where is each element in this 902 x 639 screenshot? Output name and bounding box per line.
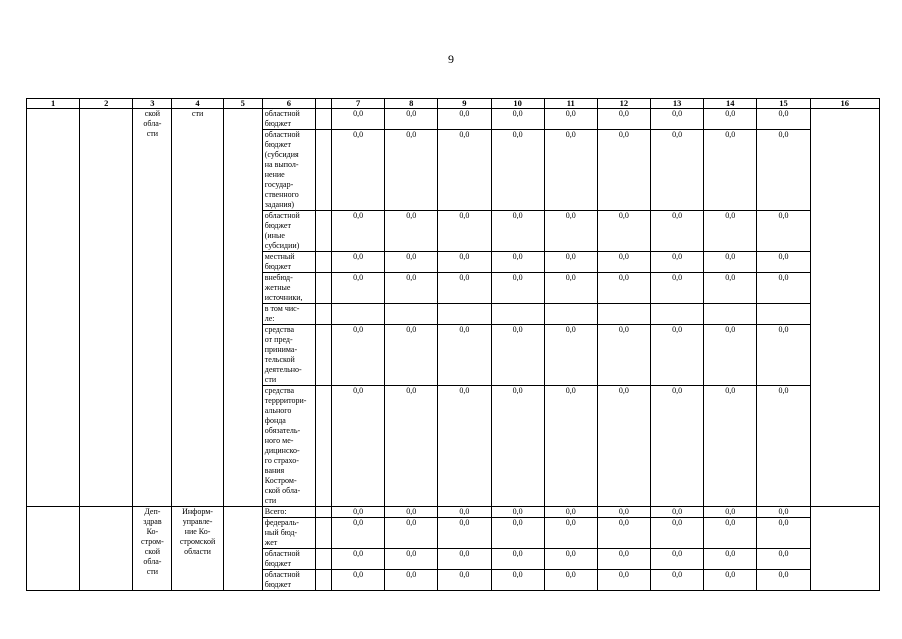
spacer-cell — [315, 325, 331, 386]
page-number: 9 — [448, 52, 454, 66]
value-cell: 0,0 — [544, 518, 597, 549]
col16-cell — [810, 109, 879, 507]
budget-table — [26, 98, 880, 591]
col5-cell — [223, 507, 262, 591]
spacer-cell — [315, 507, 331, 518]
header-cell: 4 — [172, 99, 223, 109]
value-cell: 0,0 — [331, 211, 384, 252]
header-cell: 2 — [80, 99, 133, 109]
value-cell: 0,0 — [757, 507, 810, 518]
value-cell: 0,0 — [757, 273, 810, 304]
value-cell: 0,0 — [438, 273, 491, 304]
value-cell: 0,0 — [331, 252, 384, 273]
funding-source-label: федераль- ный бюд- жет — [262, 518, 315, 549]
value-cell: 0,0 — [651, 252, 704, 273]
header-cell: 10 — [491, 99, 544, 109]
value-cell: 0,0 — [651, 570, 704, 591]
value-cell: 0,0 — [438, 549, 491, 570]
value-cell: 0,0 — [385, 273, 438, 304]
value-cell: 0,0 — [491, 109, 544, 130]
header-cell: 14 — [704, 99, 757, 109]
value-cell: 0,0 — [651, 507, 704, 518]
value-cell: 0,0 — [385, 386, 438, 507]
value-cell: 0,0 — [704, 386, 757, 507]
responsible-executor-cell: Деп- здрав Ко- стром- ской обла- сти — [133, 507, 172, 591]
value-cell: 0,0 — [757, 549, 810, 570]
value-cell: 0,0 — [651, 518, 704, 549]
header-cell: 1 — [27, 99, 80, 109]
value-cell: 0,0 — [438, 325, 491, 386]
value-cell: 0,0 — [597, 325, 650, 386]
value-cell: 0,0 — [544, 325, 597, 386]
value-cell: 0,0 — [544, 507, 597, 518]
value-cell: 0,0 — [544, 211, 597, 252]
table-row — [27, 507, 880, 518]
value-cell: 0,0 — [331, 549, 384, 570]
value-cell: 0,0 — [597, 130, 650, 211]
value-cell: 0,0 — [385, 549, 438, 570]
value-cell: 0,0 — [331, 518, 384, 549]
spacer-cell — [315, 130, 331, 211]
funding-source-label: местный бюджет — [262, 252, 315, 273]
value-cell: 0,0 — [438, 252, 491, 273]
coexecutor-cell: Информ- управле- ние Ко- стромской области — [172, 507, 223, 591]
value-cell: 0,0 — [757, 325, 810, 386]
funding-source-label: в том чис- ле: — [262, 304, 315, 325]
value-cell: 0,0 — [438, 386, 491, 507]
header-cell: 7 — [331, 99, 384, 109]
value-cell — [757, 304, 810, 325]
value-cell: 0,0 — [331, 386, 384, 507]
value-cell: 0,0 — [704, 549, 757, 570]
value-cell: 0,0 — [331, 109, 384, 130]
value-cell: 0,0 — [331, 130, 384, 211]
value-cell: 0,0 — [544, 130, 597, 211]
value-cell — [597, 304, 650, 325]
funding-source-label: областной бюджет (субсидия на выпол- нение государ- ственного задания) — [262, 130, 315, 211]
value-cell — [385, 304, 438, 325]
value-cell: 0,0 — [704, 325, 757, 386]
funding-source-label: областной бюджет (иные субсидии) — [262, 211, 315, 252]
funding-source-label: Всего: — [262, 507, 315, 518]
value-cell: 0,0 — [597, 273, 650, 304]
value-cell: 0,0 — [597, 518, 650, 549]
col16-cell — [810, 507, 879, 591]
value-cell: 0,0 — [491, 211, 544, 252]
value-cell: 0,0 — [704, 211, 757, 252]
value-cell: 0,0 — [704, 570, 757, 591]
spacer-cell — [315, 273, 331, 304]
value-cell: 0,0 — [331, 273, 384, 304]
header-cell: 5 — [223, 99, 262, 109]
value-cell: 0,0 — [438, 570, 491, 591]
value-cell: 0,0 — [385, 109, 438, 130]
value-cell: 0,0 — [438, 507, 491, 518]
value-cell: 0,0 — [651, 273, 704, 304]
value-cell: 0,0 — [491, 386, 544, 507]
table-row — [27, 109, 880, 130]
header-cell: 6 — [262, 99, 315, 109]
value-cell — [544, 304, 597, 325]
col1-cell — [27, 109, 80, 507]
funding-source-label: областной бюджет — [262, 570, 315, 591]
header-cell: 8 — [385, 99, 438, 109]
value-cell: 0,0 — [438, 211, 491, 252]
funding-source-label: средства террритори- ального фонда обязатель- ного ме- дицинско- го страхо- вания Костром- ской обла- сти — [262, 386, 315, 507]
col2-cell — [80, 109, 133, 507]
header-cell: 3 — [133, 99, 172, 109]
value-cell: 0,0 — [704, 273, 757, 304]
value-cell: 0,0 — [757, 130, 810, 211]
header-cell: 16 — [810, 99, 879, 109]
spacer-cell — [315, 518, 331, 549]
value-cell: 0,0 — [704, 518, 757, 549]
coexecutor-cell: сти — [172, 109, 223, 507]
value-cell: 0,0 — [597, 386, 650, 507]
value-cell: 0,0 — [597, 570, 650, 591]
value-cell: 0,0 — [385, 518, 438, 549]
spacer-cell — [315, 570, 331, 591]
header-cell: 12 — [597, 99, 650, 109]
value-cell: 0,0 — [438, 130, 491, 211]
spacer-cell — [315, 304, 331, 325]
value-cell: 0,0 — [651, 549, 704, 570]
value-cell: 0,0 — [491, 549, 544, 570]
value-cell: 0,0 — [757, 109, 810, 130]
header-cell: 9 — [438, 99, 491, 109]
value-cell: 0,0 — [597, 549, 650, 570]
value-cell: 0,0 — [385, 570, 438, 591]
col5-cell — [223, 109, 262, 507]
value-cell: 0,0 — [385, 252, 438, 273]
spacer-cell — [315, 211, 331, 252]
value-cell: 0,0 — [491, 570, 544, 591]
header-cell: 13 — [651, 99, 704, 109]
value-cell: 0,0 — [757, 518, 810, 549]
value-cell: 0,0 — [491, 252, 544, 273]
value-cell: 0,0 — [597, 211, 650, 252]
col2-cell — [80, 507, 133, 591]
value-cell — [704, 304, 757, 325]
col1-cell — [27, 507, 80, 591]
value-cell: 0,0 — [491, 507, 544, 518]
value-cell: 0,0 — [757, 570, 810, 591]
value-cell: 0,0 — [757, 211, 810, 252]
funding-source-label: областной бюджет — [262, 109, 315, 130]
value-cell: 0,0 — [544, 252, 597, 273]
value-cell: 0,0 — [491, 325, 544, 386]
value-cell: 0,0 — [491, 518, 544, 549]
value-cell: 0,0 — [651, 386, 704, 507]
value-cell: 0,0 — [704, 507, 757, 518]
spacer-cell — [315, 386, 331, 507]
header-cell — [315, 99, 331, 109]
value-cell: 0,0 — [438, 518, 491, 549]
funding-source-label: внебюд- жетные источники, — [262, 273, 315, 304]
spacer-cell — [315, 549, 331, 570]
value-cell — [331, 304, 384, 325]
responsible-executor-cell: ской обла- сти — [133, 109, 172, 507]
value-cell: 0,0 — [544, 109, 597, 130]
value-cell: 0,0 — [651, 325, 704, 386]
value-cell: 0,0 — [704, 109, 757, 130]
value-cell: 0,0 — [544, 549, 597, 570]
funding-source-label: областной бюджет — [262, 549, 315, 570]
value-cell: 0,0 — [385, 130, 438, 211]
funding-source-label: средства от пред- принима- тельской деятельно- сти — [262, 325, 315, 386]
value-cell: 0,0 — [385, 507, 438, 518]
value-cell: 0,0 — [331, 325, 384, 386]
value-cell: 0,0 — [757, 252, 810, 273]
value-cell: 0,0 — [651, 109, 704, 130]
value-cell — [651, 304, 704, 325]
value-cell: 0,0 — [491, 130, 544, 211]
value-cell: 0,0 — [597, 109, 650, 130]
value-cell: 0,0 — [651, 130, 704, 211]
value-cell: 0,0 — [597, 252, 650, 273]
header-cell: 11 — [544, 99, 597, 109]
value-cell: 0,0 — [651, 211, 704, 252]
value-cell: 0,0 — [757, 386, 810, 507]
header-row — [27, 99, 880, 109]
value-cell: 0,0 — [704, 130, 757, 211]
header-cell: 15 — [757, 99, 810, 109]
value-cell: 0,0 — [438, 109, 491, 130]
value-cell — [491, 304, 544, 325]
value-cell: 0,0 — [385, 325, 438, 386]
value-cell: 0,0 — [597, 507, 650, 518]
value-cell: 0,0 — [385, 211, 438, 252]
value-cell: 0,0 — [544, 273, 597, 304]
value-cell: 0,0 — [491, 273, 544, 304]
spacer-cell — [315, 252, 331, 273]
value-cell — [438, 304, 491, 325]
value-cell: 0,0 — [331, 507, 384, 518]
value-cell: 0,0 — [544, 386, 597, 507]
value-cell: 0,0 — [544, 570, 597, 591]
value-cell: 0,0 — [704, 252, 757, 273]
value-cell: 0,0 — [331, 570, 384, 591]
spacer-cell — [315, 109, 331, 130]
